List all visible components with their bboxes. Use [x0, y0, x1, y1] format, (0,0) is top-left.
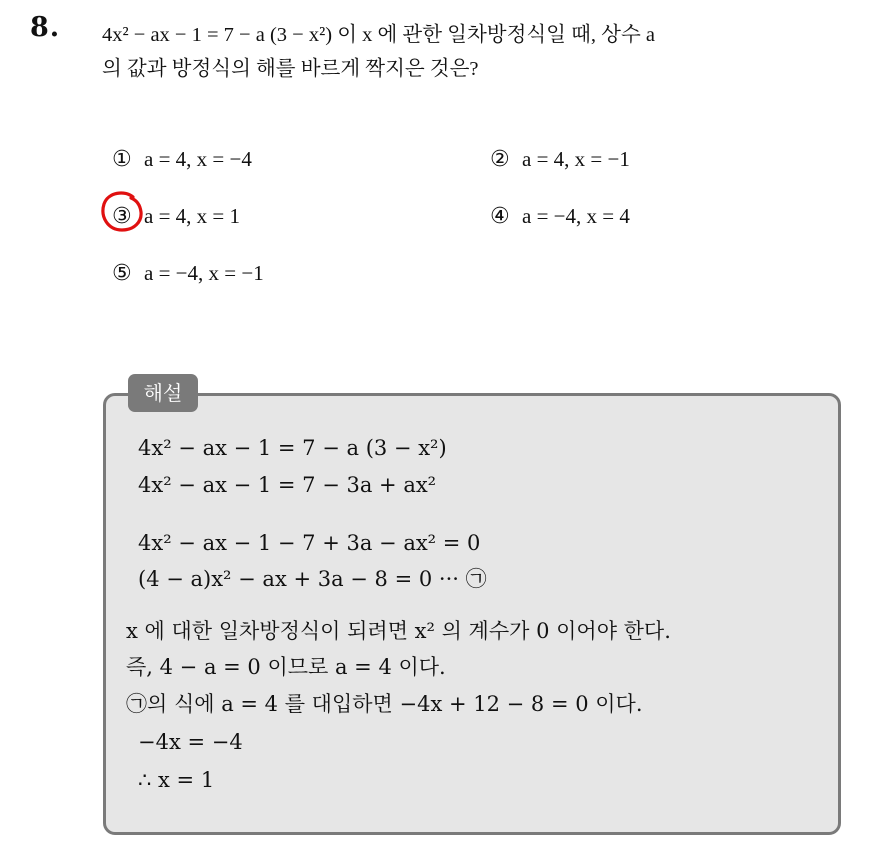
solution-line-2: 4x² − ax − 1 = 7 − 3a + ax² — [138, 473, 437, 497]
solution-line-1: 4x² − ax − 1 = 7 − a (3 − x²) — [138, 436, 447, 460]
choice-2[interactable] — [490, 144, 630, 175]
solution-line-4: (4 − a)x² − ax + 3a − 8 = 0 ··· ㉠ — [138, 567, 487, 591]
question-number: 8. — [30, 12, 61, 43]
answer-circle-mark — [98, 188, 146, 236]
choice-5-text: a = −4, x = −1 — [144, 261, 264, 285]
choice-4[interactable] — [490, 201, 630, 232]
choice-5[interactable] — [112, 258, 264, 289]
choice-4-number: ④ — [490, 204, 510, 229]
choice-3-number: ③ — [112, 204, 132, 229]
solution-line-5: x 에 대한 일차방정식이 되려면 x² 의 계수가 0 이어야 한다. — [126, 619, 671, 643]
question-text — [102, 18, 872, 86]
choice-2-number: ② — [490, 147, 510, 172]
solution-line-3: 4x² − ax − 1 − 7 + 3a − ax² = 0 — [138, 531, 481, 555]
solution-line-8: −4x = −4 — [138, 730, 243, 754]
choice-3-text: a = 4, x = 1 — [144, 204, 241, 228]
choice-1-number: ① — [112, 147, 132, 172]
question-line-2: 의 값과 방정식의 해를 바르게 짝지은 것은? — [102, 58, 479, 80]
question-line-1: 4x² − ax − 1 = 7 − a (3 − x²) 이 x 에 관한 일차방정식일 때, 상수 a — [102, 24, 655, 46]
choice-1-text: a = 4, x = −4 — [144, 147, 252, 171]
solution-line-7: ㉠의 식에 a = 4 를 대입하면 −4x + 12 − 8 = 0 이다. — [126, 692, 643, 716]
solution-line-9: ∴ x = 1 — [138, 768, 215, 792]
choice-2-text: a = 4, x = −1 — [522, 147, 630, 171]
solution-line-6: 즉, 4 − a = 0 이므로 a = 4 이다. — [126, 655, 446, 679]
answer-circle-stroke — [103, 193, 141, 230]
choice-4-text: a = −4, x = 4 — [522, 204, 630, 228]
solution-tab-label: 해설 — [128, 374, 198, 412]
choice-1[interactable] — [112, 144, 252, 175]
choice-5-number: ⑤ — [112, 261, 132, 286]
